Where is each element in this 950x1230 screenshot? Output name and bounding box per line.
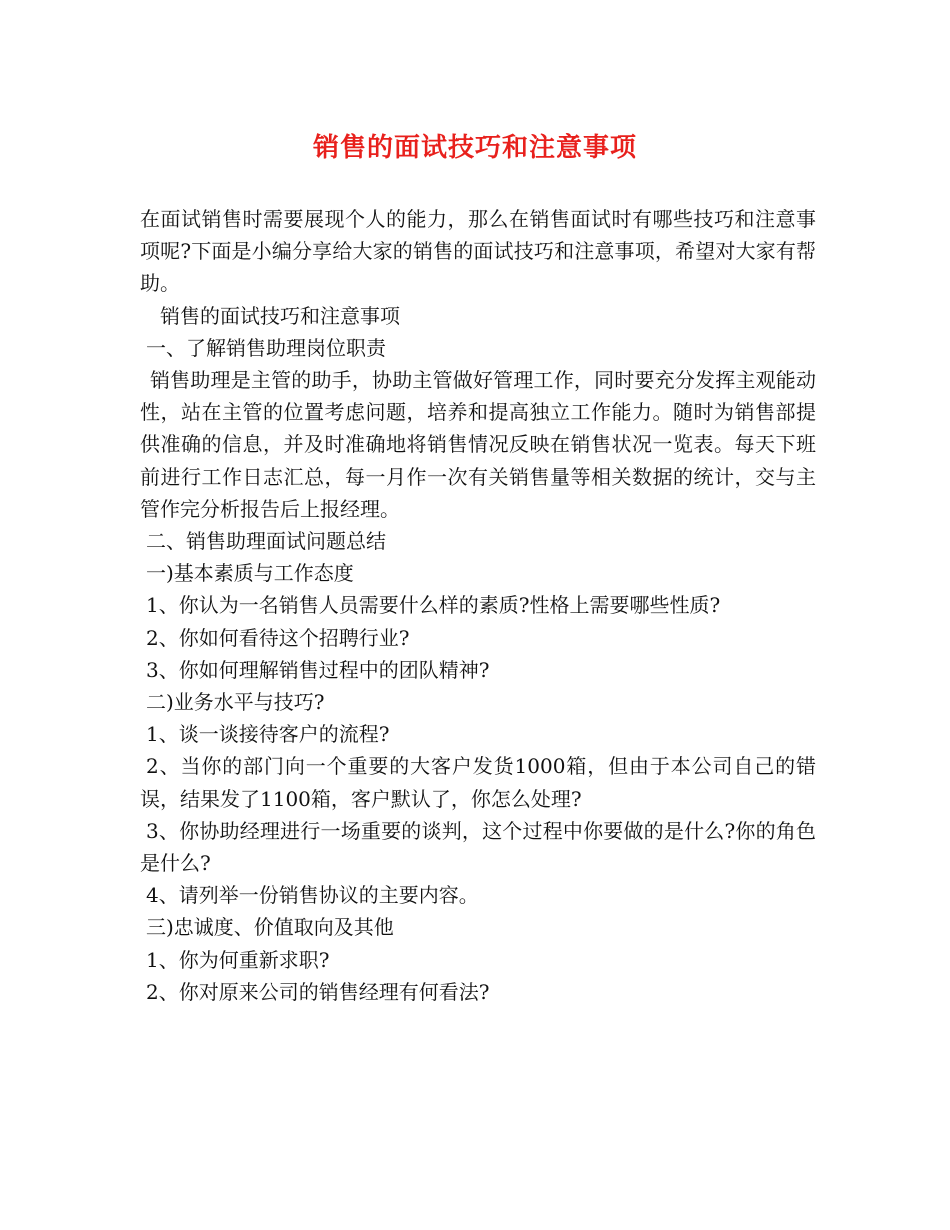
intro-paragraph: 在面试销售时需要展现个人的能力，那么在销售面试时有哪些技巧和注意事项呢?下面是小编分享给大家的销售的面试技巧和注意事项，希望对大家有帮助。 xyxy=(140,207,816,296)
section1-body: 销售助理是主管的助手，协助主管做好管理工作，同时要充分发挥主观能动性，站在主管的位置考虑问题，培养和提高独立工作能力。随时为销售部提供准确的信息，并及时准确地将销售情况反映在销售状况一览表。每天下班前进行工作日志汇总，每一月作一次有关销售量等相关数据的统计，交与主管作完分析报告后上报经理。 xyxy=(140,368,816,521)
part2-heading: 二)业务水平与技巧? xyxy=(146,690,325,715)
part1-question-1: 1、你认为一名销售人员需要什么样的素质?性格上需要哪些性质? xyxy=(146,593,721,618)
section2-heading: 二、销售助理面试问题总结 xyxy=(146,529,386,554)
part1-question-3: 3、你如何理解销售过程中的团队精神? xyxy=(146,657,490,682)
part3-question-1: 1、你为何重新求职? xyxy=(146,947,330,972)
part1-question-2: 2、你如何看待这个招聘行业? xyxy=(146,625,410,650)
part1-heading: 一)基本素质与工作态度 xyxy=(146,561,354,586)
document-body xyxy=(140,203,816,1008)
document-title: 销售的面试技巧和注意事项 xyxy=(312,133,637,163)
subtitle-line: 销售的面试技巧和注意事项 xyxy=(160,303,400,328)
part2-question-2: 2、当你的部门向一个重要的大客户发货1000箱，但由于本公司自己的错误，结果发了1100箱，客户默认了，你怎么处理? xyxy=(140,754,816,811)
section1-heading: 一、了解销售助理岗位职责 xyxy=(146,335,386,360)
part2-question-3: 3、你协助经理进行一场重要的谈判，这个过程中你要做的是什么?你的角色是什么? xyxy=(140,818,816,876)
part3-question-2: 2、你对原来公司的销售经理有何看法? xyxy=(146,979,490,1004)
part2-question-1: 1、谈一谈接待客户的流程? xyxy=(146,722,390,747)
part2-question-4: 4、请列举一份销售协议的主要内容。 xyxy=(146,883,479,908)
part3-heading: 三)忠诚度、价值取向及其他 xyxy=(146,915,394,940)
